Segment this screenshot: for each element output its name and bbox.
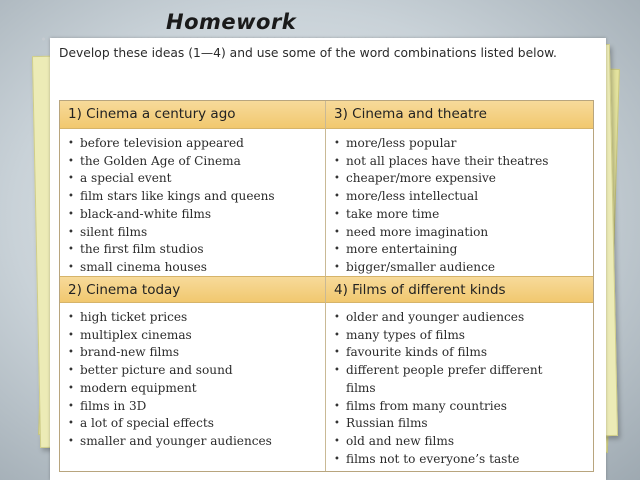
list-item: • a lot of special effects (66, 415, 325, 433)
list-item: • older and younger audiences (332, 309, 593, 327)
list-item: • better picture and sound (66, 362, 325, 380)
list-item: • more/less popular (332, 135, 593, 153)
section-heading-2: 2) Cinema today (60, 276, 326, 303)
section-list-3 (326, 129, 593, 276)
list-item: • modern equipment (66, 380, 325, 398)
section-heading-4: 4) Films of different kinds (326, 276, 593, 303)
list-item: • a special event (66, 170, 325, 188)
list-item: • smaller and younger audiences (66, 433, 325, 451)
list-item: • black-and-white films (66, 206, 325, 224)
list-item: • small cinema houses (66, 259, 325, 277)
list-item: • film stars like kings and queens (66, 188, 325, 206)
list-item: • bigger/smaller audience (332, 259, 593, 277)
section-list-4 (326, 303, 593, 471)
list-item: • multiplex cinemas (66, 327, 325, 345)
list-item: • not all places have their theatres (332, 153, 593, 171)
list-item: • old and new films (332, 433, 593, 451)
section-heading-1: 1) Cinema a century ago (60, 101, 326, 129)
list-item: • many types of films (332, 327, 593, 345)
list-item: • cheaper/more expensive (332, 170, 593, 188)
list-item: • the first film studios (66, 241, 325, 259)
list-item: • Russian films (332, 415, 593, 433)
list-item: • need more imagination (332, 224, 593, 242)
section-heading-3: 3) Cinema and theatre (326, 101, 593, 129)
list-item: • films from many countries (332, 398, 593, 416)
list-item: • different people prefer different films (332, 362, 572, 397)
list-item: • more entertaining (332, 241, 593, 259)
list-item: • silent films (66, 224, 325, 242)
topics-table (59, 100, 594, 472)
section-list-1 (60, 129, 326, 276)
list-item: • high ticket prices (66, 309, 325, 327)
textbook-page (50, 38, 606, 480)
list-item: • films not to everyone’s taste (332, 451, 593, 469)
list-item: • brand-new films (66, 344, 325, 362)
list-item: • favourite kinds of films (332, 344, 593, 362)
list-item: • the Golden Age of Cinema (66, 153, 325, 171)
list-item: • more/less intellectual (332, 188, 593, 206)
list-item: • take more time (332, 206, 593, 224)
section-list-2 (60, 303, 326, 471)
slide-title: Homework (166, 10, 297, 34)
list-item: • films in 3D (66, 398, 325, 416)
instructions: Develop these ideas (1—4) and use some of the word combinations listed below. (59, 46, 557, 60)
list-item: • before television appeared (66, 135, 325, 153)
